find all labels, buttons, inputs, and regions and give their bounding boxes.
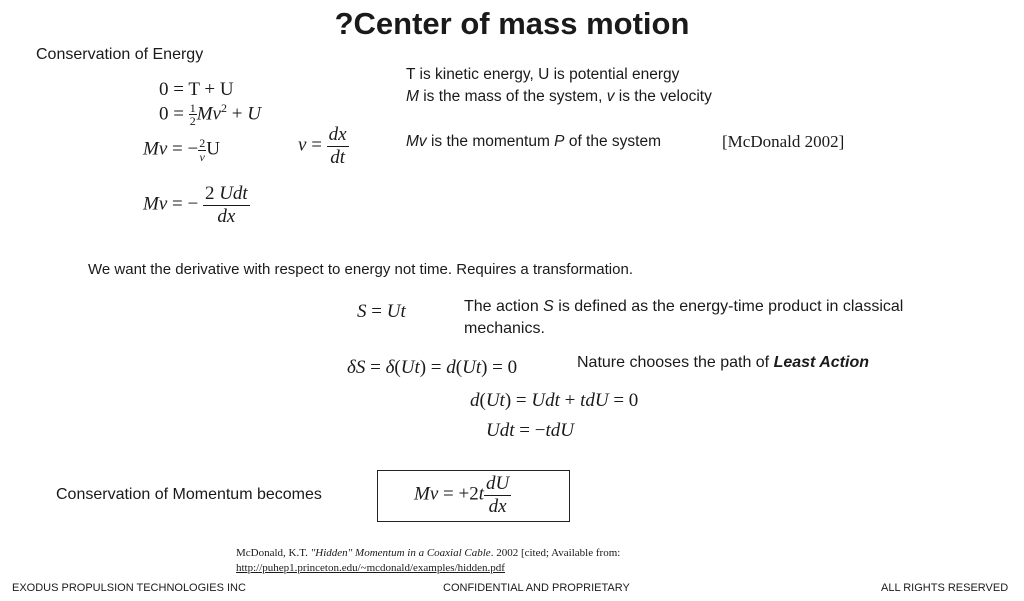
equation-udt: Udt = −tdU <box>486 420 574 441</box>
equation-energy-2: 0 = $\frac{1}{2}$ $Mv^2 + U$ <box>159 100 261 129</box>
note-momentum: Mv is the momentum P of the system <box>406 133 661 150</box>
reference-link[interactable]: http://puhep1.princeton.edu/~mcdonald/examples/hidden.pdf <box>236 562 505 574</box>
energy-heading: Conservation of Energy <box>36 46 204 63</box>
citation: [McDonald 2002] <box>722 132 845 151</box>
equation-momentum-1: Mv = − $\frac{2}{v}$ U <box>143 136 220 164</box>
equation-momentum-2: Mv = − $\frac{\text{2 Udt}}{dx}$ <box>143 183 248 227</box>
action-note: The action S is defined as the energy-time product in classical mechanics. <box>464 298 904 337</box>
footer-confidential: CONFIDENTIAL AND PROPRIETARY <box>443 582 630 594</box>
equation-variation: δS = δ(Ut) = d(Ut) = 0 <box>347 357 518 378</box>
note-kinetic-potential: T is kinetic energy, U is potential energy <box>406 66 680 83</box>
footer-company: EXODUS PROPULSION TECHNOLOGIES INC <box>12 582 246 594</box>
footer-rights: ALL RIGHTS RESERVED <box>881 582 1009 594</box>
equation-result: Mv = +2t $\frac{dU}{dx}$ <box>414 473 510 517</box>
equation-energy-1: 0 = T + U <box>159 79 234 100</box>
slide-title: ?Center of mass motion <box>334 6 690 41</box>
momentum-label: Conservation of Momentum becomes <box>56 486 322 503</box>
equation-differential: d(Ut) = Udt + tdU = 0 <box>470 390 639 411</box>
equation-velocity: v = $\frac{dx}{dt}$ <box>298 124 347 168</box>
nature-note: Nature chooses the path of Least Action <box>577 354 869 371</box>
reference-text: McDonald, K.T. "Hidden" Momentum in a Coaxial Cable. 2002 [cited; Available from: <box>236 547 621 559</box>
note-mass-velocity: M is the mass of the system, v is the velocity <box>406 88 712 105</box>
equation-action: S = Ut <box>357 301 406 322</box>
derivative-note: We want the derivative with respect to energy not time. Requires a transformation. <box>88 261 633 278</box>
